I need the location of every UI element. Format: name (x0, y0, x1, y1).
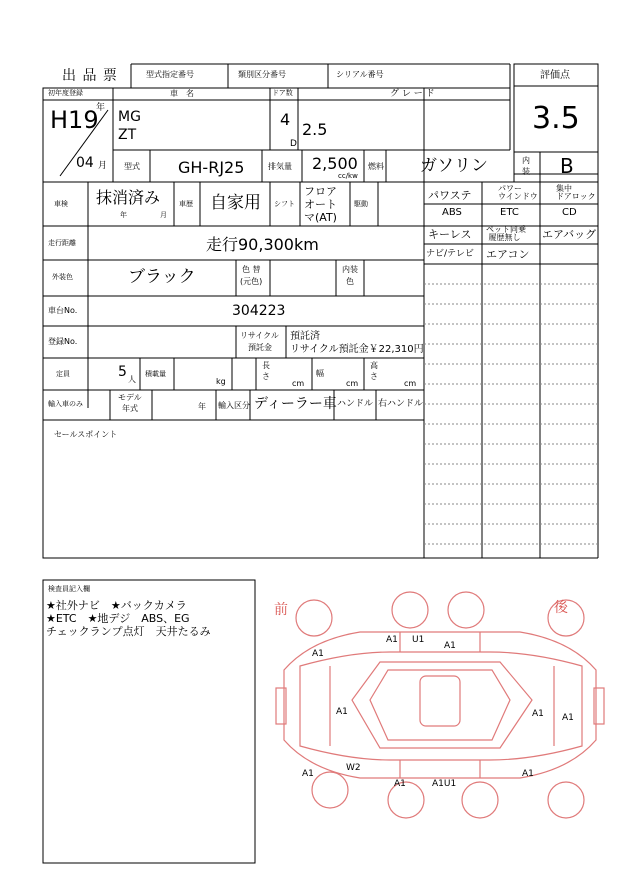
score-value: 3.5 (532, 101, 580, 136)
recolor-label-2: (元色) (240, 277, 263, 286)
interior-label: 内 (522, 156, 530, 165)
color-value: ブラック (128, 267, 196, 287)
year-unit: 年 (96, 103, 106, 113)
svg-text:A1: A1 (562, 713, 574, 723)
inspector-line2: ★ETC ★地デジ ABS、EG (46, 612, 190, 625)
svg-text:W2: W2 (346, 763, 361, 773)
inspection-label: 車検 (54, 200, 68, 208)
score-label: 評価点 (540, 70, 570, 81)
name-line2: ZT (118, 127, 137, 143)
equip-cd: CD (562, 207, 577, 218)
height-unit: cm (404, 379, 417, 388)
first-reg-label: 初年度登録 (48, 89, 83, 97)
recycle-line1: 預託済 (290, 331, 320, 342)
height-label-2: さ (370, 372, 378, 381)
sales-point-label: セールスポイント (54, 430, 118, 439)
equip-navi-tv: ナビ/テレビ (426, 249, 474, 259)
svg-text:A1: A1 (444, 641, 456, 651)
svg-text:A1U1: A1U1 (432, 779, 457, 789)
door-type: D (290, 139, 297, 149)
equip-airbag: エアバッグ (542, 228, 597, 241)
recolor-label: 色 替 (242, 265, 261, 274)
first-reg-year: H19 (50, 106, 99, 134)
interior-color-label: 内装 (342, 265, 358, 274)
shift-line3: マ(AT) (304, 211, 337, 224)
equip-abs: ABS (442, 207, 462, 218)
name-line1: MG (118, 109, 141, 125)
grade-label: グ レ ー ド (390, 89, 435, 99)
capacity-value: 5 (118, 364, 127, 380)
shift-label: シフト (274, 200, 295, 208)
model-label: 型式 (124, 162, 140, 171)
door-label: ドア数 (272, 89, 293, 97)
equip-power-window: パワー ウインドウ (498, 184, 538, 201)
inspection-year-unit: 年 (120, 211, 127, 219)
recycle-label-2: 預託金 (248, 343, 272, 352)
inspector-line3: チェックランプ点灯 天井たるみ (46, 625, 211, 638)
load-label: 積載量 (145, 370, 166, 378)
import-type-value: ディーラー車 (254, 396, 337, 412)
interior-grade: B (560, 154, 574, 178)
serial-label: シリアル番号 (336, 70, 384, 79)
door-count: 4 (280, 110, 291, 129)
equip-etc: ETC (500, 207, 519, 218)
svg-text:A1: A1 (522, 769, 534, 779)
svg-text:A1: A1 (386, 635, 398, 645)
front-label: 前 (274, 602, 288, 618)
interior-label-2: 装 (522, 167, 530, 176)
displacement-label: 排気量 (268, 162, 292, 171)
equip-central-lock: 集中 ドアロック (556, 184, 596, 201)
model-year-label: モデル (118, 393, 142, 402)
model-year-label-2: 年式 (122, 404, 138, 413)
first-reg-month: 04 (76, 155, 94, 171)
equip-pet-history: ペット同乗 履歴無し (486, 225, 526, 242)
load-unit: kg (216, 377, 226, 386)
name-label: 車 名 (170, 89, 194, 98)
capacity-unit: 人 (128, 375, 136, 384)
rear-label: 後 (554, 600, 568, 616)
equip-aircon: エアコン (486, 248, 530, 261)
svg-text:A1: A1 (312, 649, 324, 659)
mileage-value: 走行90,300km (206, 235, 319, 254)
import-type-label: 輸入区分 (218, 401, 250, 410)
fuel-value: ガソリン (420, 156, 488, 176)
drive-label: 駆動 (354, 200, 368, 208)
model-spec-label: 型式指定番号 (146, 70, 194, 79)
length-label-2: さ (262, 372, 270, 381)
inspection-month-unit: 月 (160, 211, 167, 219)
import-label: 輸入車のみ (48, 400, 83, 408)
interior-color-label-2: 色 (346, 277, 354, 286)
model-value: GH-RJ25 (178, 158, 245, 177)
chassis-value: 304223 (232, 303, 286, 319)
usage-value: 自家用 (210, 193, 261, 213)
class-label: 類別区分番号 (238, 70, 286, 79)
handle-value: 右ハンドル (378, 399, 424, 409)
svg-text:A1: A1 (394, 779, 406, 789)
fuel-label: 燃料 (368, 162, 384, 171)
svg-text:A1: A1 (532, 709, 544, 719)
length-label: 長 (262, 361, 270, 370)
height-label: 高 (370, 361, 378, 370)
inspector-label: 検査員記入欄 (48, 585, 90, 593)
width-unit: cm (346, 379, 359, 388)
grade-value: 2.5 (302, 120, 328, 139)
handle-label: ハンドル (337, 399, 374, 409)
svg-text:A1: A1 (302, 769, 314, 779)
width-label: 幅 (316, 369, 324, 378)
length-unit: cm (292, 379, 305, 388)
inspection-value: 抹消済み (96, 188, 161, 207)
displacement-value: 2,500 (312, 154, 358, 173)
sheet-title: 出 品 票 (62, 68, 118, 84)
usage-label: 車歴 (179, 200, 193, 208)
reg-label: 登録No. (48, 337, 78, 346)
inspector-line1: ★社外ナビ ★バックカメラ (46, 599, 187, 612)
recycle-line2: リサイクル預託金￥22,310円 (290, 344, 424, 355)
svg-text:A1: A1 (336, 707, 348, 717)
month-unit: 月 (98, 161, 108, 171)
color-label: 外装色 (52, 273, 73, 281)
svg-text:U1: U1 (412, 635, 425, 645)
shift-line2: オート (304, 198, 337, 211)
model-year-unit: 年 (198, 402, 206, 411)
shift-line1: フロア (304, 185, 337, 198)
displacement-unit: cc/kw (338, 172, 358, 180)
capacity-label: 定員 (56, 370, 70, 378)
chassis-label: 車台No. (48, 306, 78, 315)
equip-keyless: キーレス (428, 228, 472, 241)
mileage-label: 走行距離 (48, 239, 76, 247)
equip-power-steering: パワステ (428, 189, 472, 202)
car-damage-diagram (270, 590, 610, 830)
recycle-label: リサイクル (240, 331, 279, 340)
